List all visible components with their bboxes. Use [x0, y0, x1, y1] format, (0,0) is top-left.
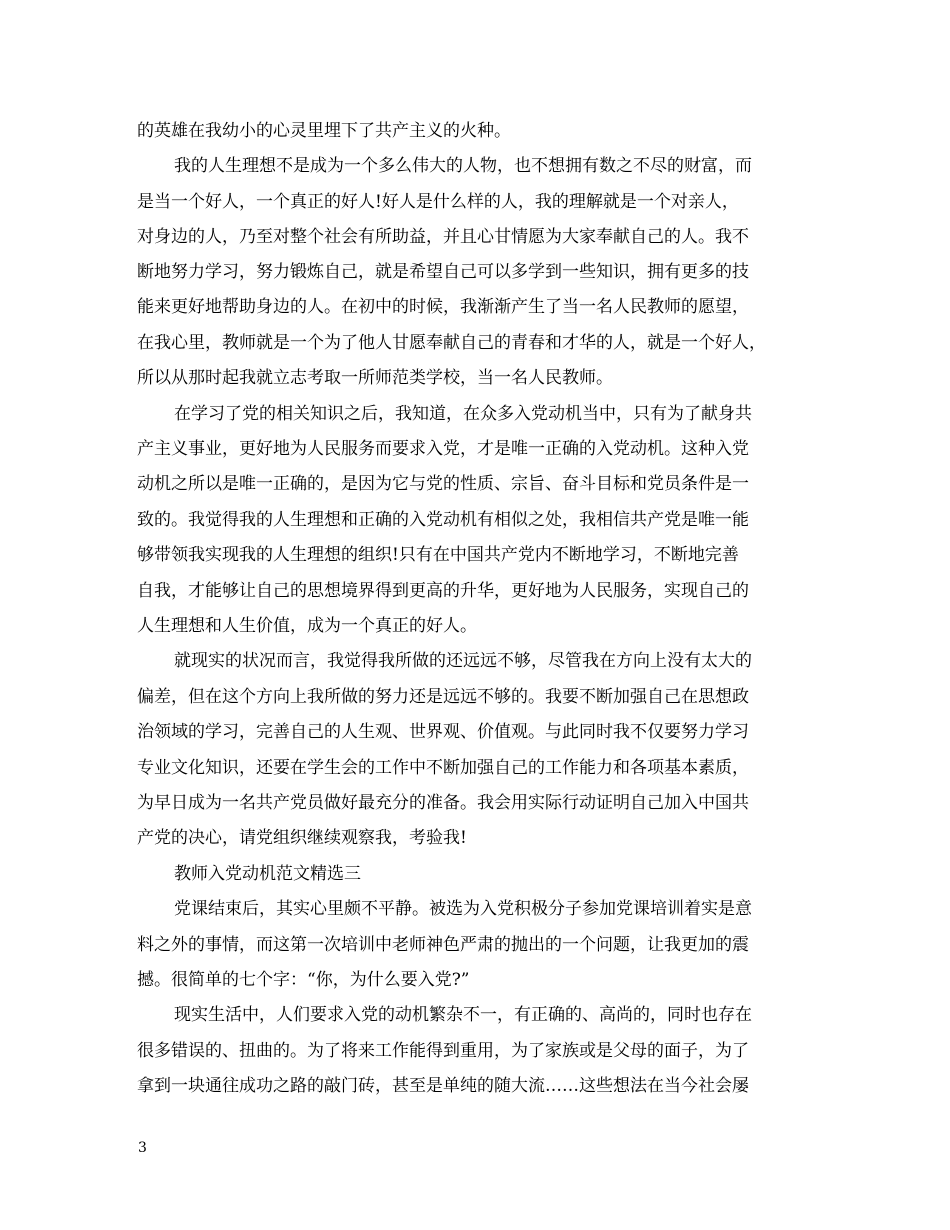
text-line: 很多错误的、扭曲的。为了将来工作能得到重用，为了家族或是父母的面子，为了 [137, 1041, 749, 1061]
text-line: 是当一个好人，一个真正的好人!好人是什么样的人，我的理解就是一个对亲人， [137, 192, 739, 212]
text-line: 在我心里，教师就是一个为了他人甘愿奉献自己的青春和才华的人，就是一个好人， [137, 333, 766, 353]
text-line: 断地努力学习，努力锻炼自己，就是希望自己可以多学到一些知识，拥有更多的技 [137, 262, 749, 282]
text-line: 对身边的人，乃至对整个社会有所助益，并且心甘情愿为大家奉献自己的人。我不 [137, 227, 749, 247]
text-line: 能来更好地帮助身边的人。在初中的时候，我渐渐产生了当一名人民教师的愿望， [137, 297, 749, 317]
text-line: 产党的决心，请党组织继续观察我，考验我! [137, 828, 467, 848]
page-number: 3 [138, 1140, 147, 1156]
text-line: 所以从那时起我就立志考取一所师范类学校，当一名人民教师。 [137, 368, 613, 388]
text-line: 自我，才能够让自己的思想境界得到更高的升华，更好地为人民服务，实现自己的 [137, 581, 749, 601]
text-line: 治领域的学习，完善自己的人生观、世界观、价值观。与此同时我不仅要努力学习 [137, 722, 749, 742]
text-line: 在学习了党的相关知识之后，我知道，在众多入党动机当中，只有为了献身共 [174, 404, 752, 424]
text-line: 动机之所以是唯一正确的，是因为它与党的性质、宗旨、奋斗目标和党员条件是一 [137, 474, 749, 494]
text-line: 的英雄在我幼小的心灵里埋下了共产主义的火种。 [137, 121, 511, 141]
text-line: 为早日成为一名共产党员做好最充分的准备。我会用实际行动证明自己加入中国共 [137, 793, 749, 813]
text-line: 我的人生理想不是成为一个多么伟大的人物，也不想拥有数之不尽的财富，而 [174, 156, 752, 176]
section-heading: 教师入党动机范文精选三 [174, 864, 361, 884]
text-line: 就现实的状况而言，我觉得我所做的还远远不够，尽管我在方向上没有太大的 [174, 651, 752, 671]
text-line: 致的。我觉得我的人生理想和正确的入党动机有相似之处，我相信共产党是唯一能 [137, 510, 749, 530]
text-line: 拿到一块通往成功之路的敲门砖，甚至是单纯的随大流……这些想法在当今社会屡 [137, 1076, 749, 1096]
text-line: 够带领我实现我的人生理想的组织!只有在中国共产党内不断地学习，不断地完善 [137, 545, 739, 565]
text-line: 专业文化知识，还要在学生会的工作中不断加强自己的工作能力和各项基本素质， [137, 758, 749, 778]
text-line: 撼。很简单的七个字：“你，为什么要入党?” [137, 970, 470, 990]
text-line: 党课结束后，其实心里颇不平静。被选为入党积极分子参加党课培训着实是意 [174, 899, 752, 919]
text-line: 产主义事业，更好地为人民服务而要求入党，才是唯一正确的入党动机。这种入党 [137, 439, 749, 459]
text-line: 料之外的事情，而这第一次培训中老师神色严肃的抛出的一个问题，让我更加的震 [137, 935, 749, 955]
text-line: 人生理想和人生价值，成为一个真正的好人。 [137, 616, 477, 636]
text-line: 现实生活中，人们要求入党的动机繁杂不一，有正确的、高尚的，同时也存在 [174, 1005, 752, 1025]
text-line: 偏差，但在这个方向上我所做的努力还是远远不够的。我要不断加强自己在思想政 [137, 687, 749, 707]
